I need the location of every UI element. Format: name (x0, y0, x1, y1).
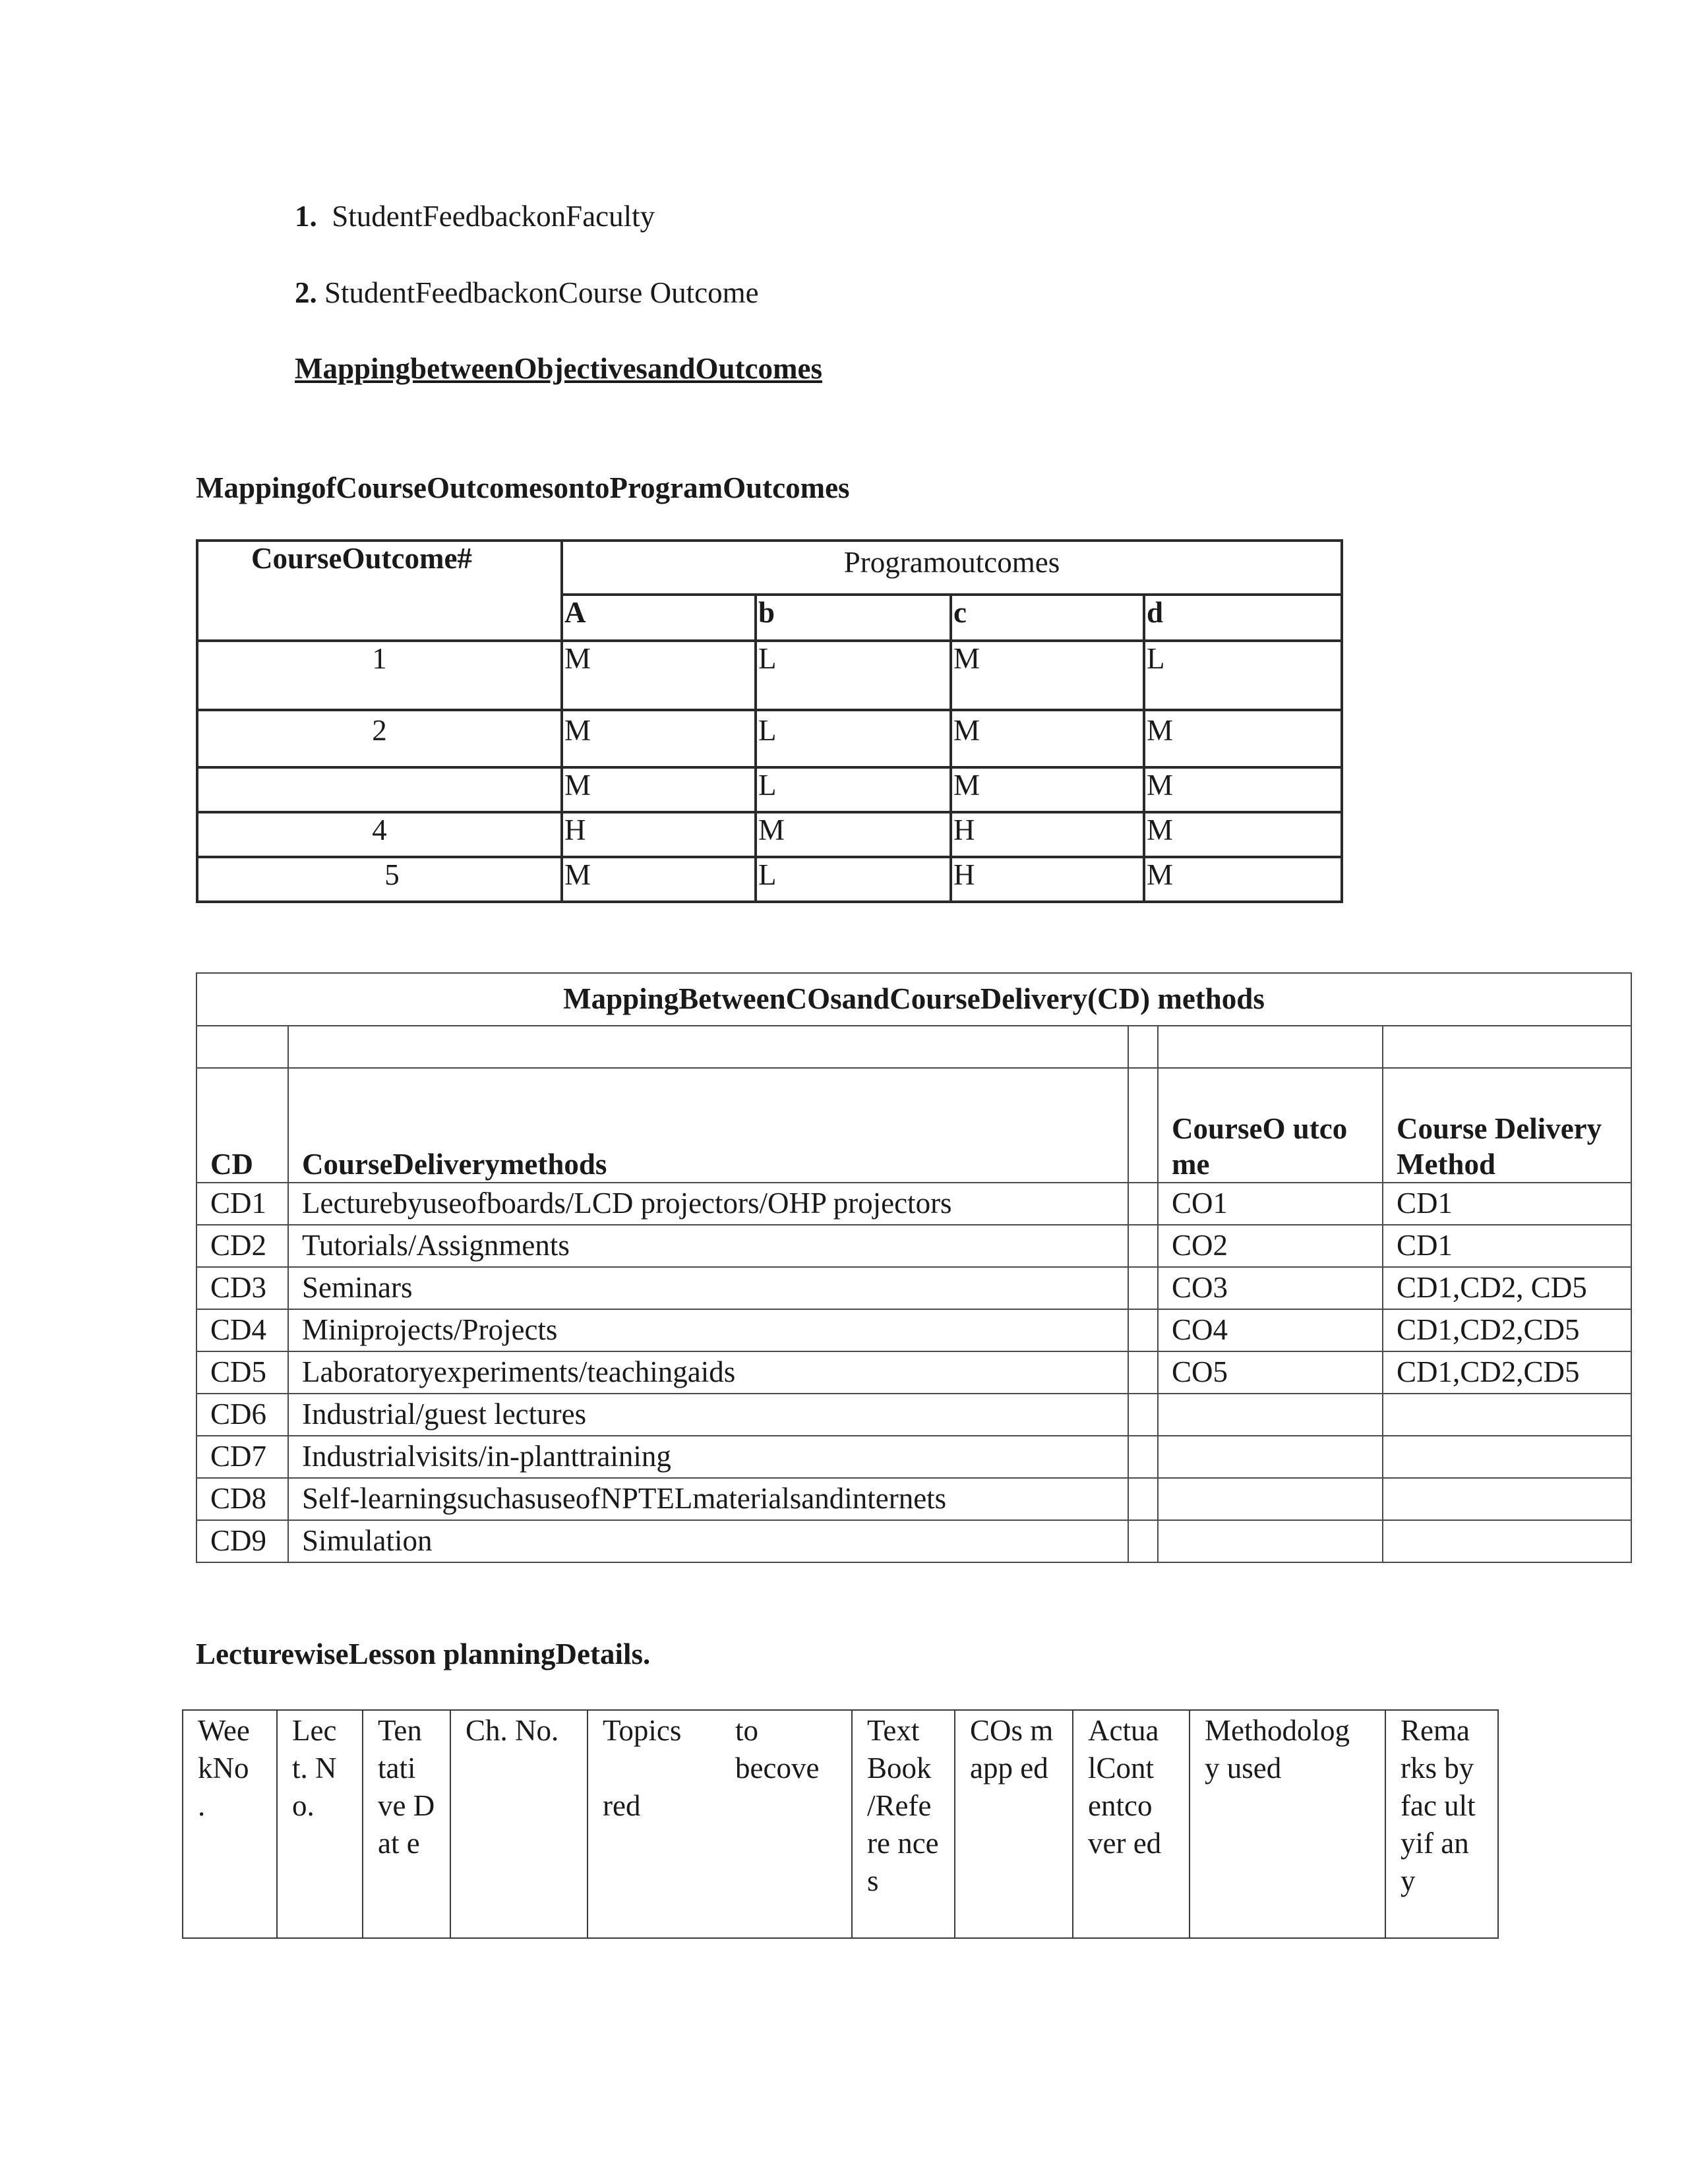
cd-method: Simulation (288, 1520, 1128, 1562)
co-number: 5 (197, 857, 562, 902)
cd-table-title: MappingBetweenCOsandCourseDelivery(CD) methods (196, 973, 1631, 1026)
po-cell: L (756, 857, 951, 902)
po-cell: L (756, 767, 951, 812)
po-cell: M (1144, 812, 1342, 857)
cd-delivery (1383, 1478, 1631, 1520)
chapter-header: Ch. No. (450, 1710, 588, 1938)
cd-code: CD7 (196, 1436, 288, 1478)
co-number: 2 (197, 710, 562, 767)
cd-co: CO2 (1158, 1225, 1383, 1267)
co-number: 4 (197, 812, 562, 857)
cd-code: CD3 (196, 1267, 288, 1309)
lesson-plan-title: LecturewiseLesson planningDetails. (196, 1638, 651, 1670)
cd-co: CO1 (1158, 1183, 1383, 1225)
cd-delivery (1383, 1520, 1631, 1562)
po-cell: L (756, 641, 951, 710)
co-po-table (196, 539, 1343, 903)
co-number (197, 767, 562, 812)
po-label: d (1144, 595, 1342, 641)
table-row (196, 1225, 1631, 1267)
cd-code: CD1 (196, 1183, 288, 1225)
po-cell: M (562, 710, 756, 767)
course-outcome-header: CourseO utcome (1158, 1068, 1383, 1183)
empty-cell (1128, 1436, 1158, 1478)
table-row (197, 767, 1342, 812)
co-number: 1 (197, 641, 562, 710)
methodology-header: Methodolog y used (1190, 1710, 1385, 1938)
topics-header (588, 1710, 852, 1938)
cd-co (1158, 1436, 1383, 1478)
empty-cell (1128, 1394, 1158, 1436)
po-cell: M (562, 767, 756, 812)
po-cell: H (951, 857, 1144, 902)
po-cell: M (951, 710, 1144, 767)
list-number: 1. (295, 200, 317, 233)
table-row (196, 1520, 1631, 1562)
list-item-1 (295, 198, 655, 235)
delivery-method-header: Course Delivery Method (1383, 1068, 1631, 1183)
po-cell: M (562, 641, 756, 710)
cd-co (1158, 1478, 1383, 1520)
table-row (197, 641, 1342, 710)
table-row (197, 812, 1342, 857)
table-row (183, 1710, 1498, 1938)
cd-co: CO3 (1158, 1267, 1383, 1309)
cd-code: CD8 (196, 1478, 288, 1520)
course-outcome-header: CourseOutcome# (197, 541, 562, 641)
po-label: b (756, 595, 951, 641)
actual-content-header: Actua lCont entco ver ed (1073, 1710, 1190, 1938)
cd-method: Miniprojects/Projects (288, 1309, 1128, 1351)
cd-method: Industrial/guest lectures (288, 1394, 1128, 1436)
cd-co: CO5 (1158, 1351, 1383, 1394)
cd-delivery: CD1 (1383, 1183, 1631, 1225)
empty-cell (1128, 1478, 1158, 1520)
cd-code: CD9 (196, 1520, 288, 1562)
empty-cell (1128, 1026, 1158, 1068)
empty-cell (1128, 1520, 1158, 1562)
cd-delivery: CD1,CD2, CD5 (1383, 1267, 1631, 1309)
table-row (197, 857, 1342, 902)
cd-methods-table (196, 972, 1632, 1563)
methods-header: CourseDeliverymethods (288, 1068, 1128, 1183)
po-cell: M (1144, 857, 1342, 902)
cd-header: CD (196, 1068, 288, 1183)
empty-cell (288, 1026, 1128, 1068)
cd-method: Tutorials/Assignments (288, 1225, 1128, 1267)
topics-text: Topics (603, 1714, 682, 1747)
topics-text: red (603, 1789, 641, 1822)
po-cell: M (756, 812, 951, 857)
program-outcomes-header: Programoutcomes (562, 541, 1342, 595)
cd-co: CO4 (1158, 1309, 1383, 1351)
cd-code: CD5 (196, 1351, 288, 1394)
lesson-plan-table (182, 1709, 1499, 1939)
cd-delivery (1383, 1394, 1631, 1436)
empty-cell (1128, 1225, 1158, 1267)
po-label: c (951, 595, 1144, 641)
table-row (196, 1394, 1631, 1436)
table-row (196, 1183, 1631, 1225)
po-cell: H (562, 812, 756, 857)
week-header: Wee kNo . (183, 1710, 277, 1938)
cd-delivery (1383, 1436, 1631, 1478)
po-label: A (562, 595, 756, 641)
empty-cell (1128, 1309, 1158, 1351)
table-row (196, 1436, 1631, 1478)
cd-code: CD6 (196, 1394, 288, 1436)
table-row (197, 710, 1342, 767)
cd-code: CD2 (196, 1225, 288, 1267)
cd-code: CD4 (196, 1309, 288, 1351)
empty-cell (1128, 1351, 1158, 1394)
table-row (196, 1478, 1631, 1520)
cd-co (1158, 1520, 1383, 1562)
cd-method: Laboratoryexperiments/teachingaids (288, 1351, 1128, 1394)
topics-text: to becove (735, 1714, 820, 1785)
table-row (196, 1351, 1631, 1394)
cd-co (1158, 1394, 1383, 1436)
cd-method: Lecturebyuseofboards/LCD projectors/OHP projectors (288, 1183, 1128, 1225)
cd-delivery: CD1,CD2,CD5 (1383, 1351, 1631, 1394)
table-row (196, 1309, 1631, 1351)
list-text: StudentFeedbackonFaculty (332, 200, 655, 233)
cos-mapped-header: COs mapp ed (955, 1710, 1073, 1938)
po-cell: H (951, 812, 1144, 857)
empty-cell (1383, 1026, 1631, 1068)
cd-delivery: CD1,CD2,CD5 (1383, 1309, 1631, 1351)
remarks-header: Rema rks byfac ultyif any (1385, 1710, 1498, 1938)
empty-cell (1128, 1183, 1158, 1225)
cd-method: Industrialvisits/in-planttraining (288, 1436, 1128, 1478)
section-heading: MappingbetweenObjectivesandOutcomes (295, 352, 822, 385)
textbook-header: Text Book /Refe re nces (852, 1710, 955, 1938)
tentative-date-header: Ten tati ve Dat e (363, 1710, 450, 1938)
po-cell: M (951, 767, 1144, 812)
list-item-2 (295, 274, 759, 311)
po-cell: L (756, 710, 951, 767)
cd-delivery: CD1 (1383, 1225, 1631, 1267)
cd-method: Seminars (288, 1267, 1128, 1309)
empty-cell (196, 1026, 288, 1068)
cd-method: Self-learningsuchasuseofNPTELmaterialsandinternets (288, 1478, 1128, 1520)
table-row (196, 1267, 1631, 1309)
lecture-header: Lec t. No. (277, 1710, 363, 1938)
empty-cell (1128, 1267, 1158, 1309)
list-number: 2. (295, 276, 317, 309)
empty-cell (1158, 1026, 1383, 1068)
po-cell: L (1144, 641, 1342, 710)
po-cell: M (951, 641, 1144, 710)
list-text: StudentFeedbackonCourse Outcome (324, 276, 759, 309)
empty-cell (1128, 1068, 1158, 1183)
po-cell: M (1144, 710, 1342, 767)
po-cell: M (1144, 767, 1342, 812)
po-cell: M (562, 857, 756, 902)
co-po-title: MappingofCourseOutcomesontoProgramOutcomes (196, 471, 850, 504)
